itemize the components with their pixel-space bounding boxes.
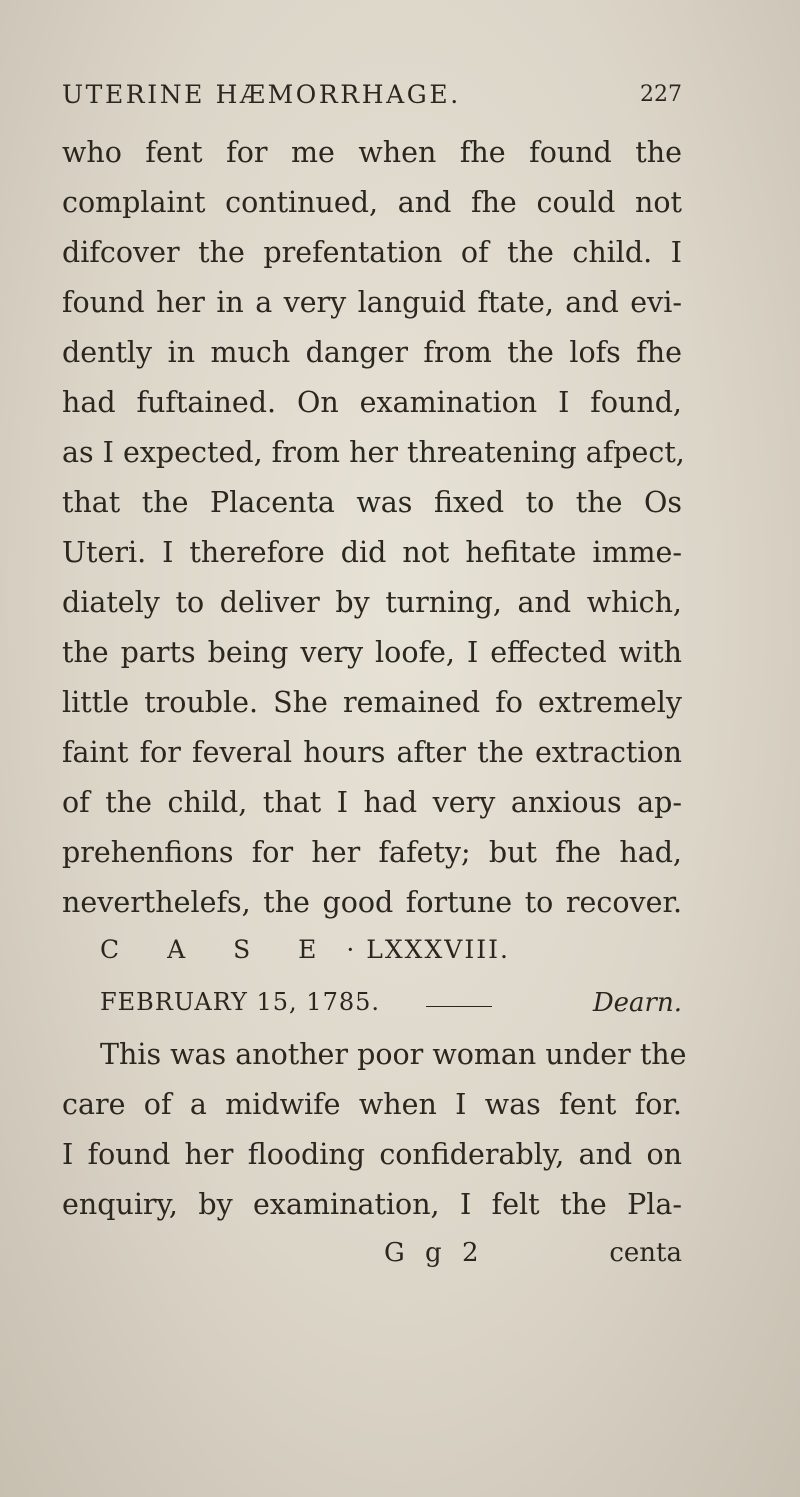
text-line: complaint continued, and fhe could not: [62, 186, 682, 219]
running-title: UTERINE HÆMORRHAGE.: [62, 80, 461, 109]
text-line: of the child, that I had very anxious ap-: [62, 786, 682, 819]
case-heading: [100, 935, 510, 964]
case-date: FEBRUARY 15, 1785.: [100, 988, 381, 1016]
text-line: as I expected, from her threatening afpect,: [62, 436, 685, 469]
running-head: [62, 80, 682, 120]
text-line: This was another poor woman under the: [100, 1038, 687, 1071]
text-line: faint for feveral hours after the extraction: [62, 736, 682, 769]
text-line: Uteri. I therefore did not hefitate imme-: [62, 536, 682, 569]
text-line: enquiry, by examination, I felt the Pla-: [62, 1188, 682, 1221]
text-line: that the Placenta was fixed to the Os: [62, 486, 682, 519]
text-line: little trouble. She remained fo extremely: [62, 686, 682, 719]
catchword: centa: [609, 1238, 682, 1268]
case-date-line: [100, 988, 682, 1032]
case-author: Dearn.: [592, 988, 682, 1018]
paragraph-continuation: [62, 128, 685, 928]
text-line: neverthelefs, the good fortune to recover.: [62, 886, 682, 919]
text-line: diately to deliver by turning, and which,: [62, 586, 682, 619]
text-line: found her in a very languid ftate, and evi-: [62, 286, 682, 319]
text-line: who fent for me when fhe found the: [62, 136, 682, 169]
text-line: had fuftained. On examination I found,: [62, 386, 682, 419]
case-number: LXXXVIII.: [366, 935, 510, 964]
case-label: C A S E: [100, 935, 337, 964]
dash-rule: [426, 1006, 492, 1007]
text-line: care of a midwife when I was fent for.: [62, 1088, 682, 1121]
case-paragraph: [62, 1030, 687, 1230]
text-line: difcover the prefentation of the child. I: [62, 236, 682, 269]
signature-mark: G g 2: [384, 1238, 485, 1268]
text-line: prehenfions for her fafety; but fhe had,: [62, 836, 682, 869]
page-number: 227: [640, 82, 682, 107]
text-line: dently in much danger from the lofs fhe: [62, 336, 682, 369]
text-line: I found her flooding confiderably, and on: [62, 1138, 682, 1171]
page-footer: [62, 1238, 682, 1278]
case-mark: ·: [346, 935, 357, 964]
text-line: the parts being very loofe, I effected with: [62, 636, 682, 669]
